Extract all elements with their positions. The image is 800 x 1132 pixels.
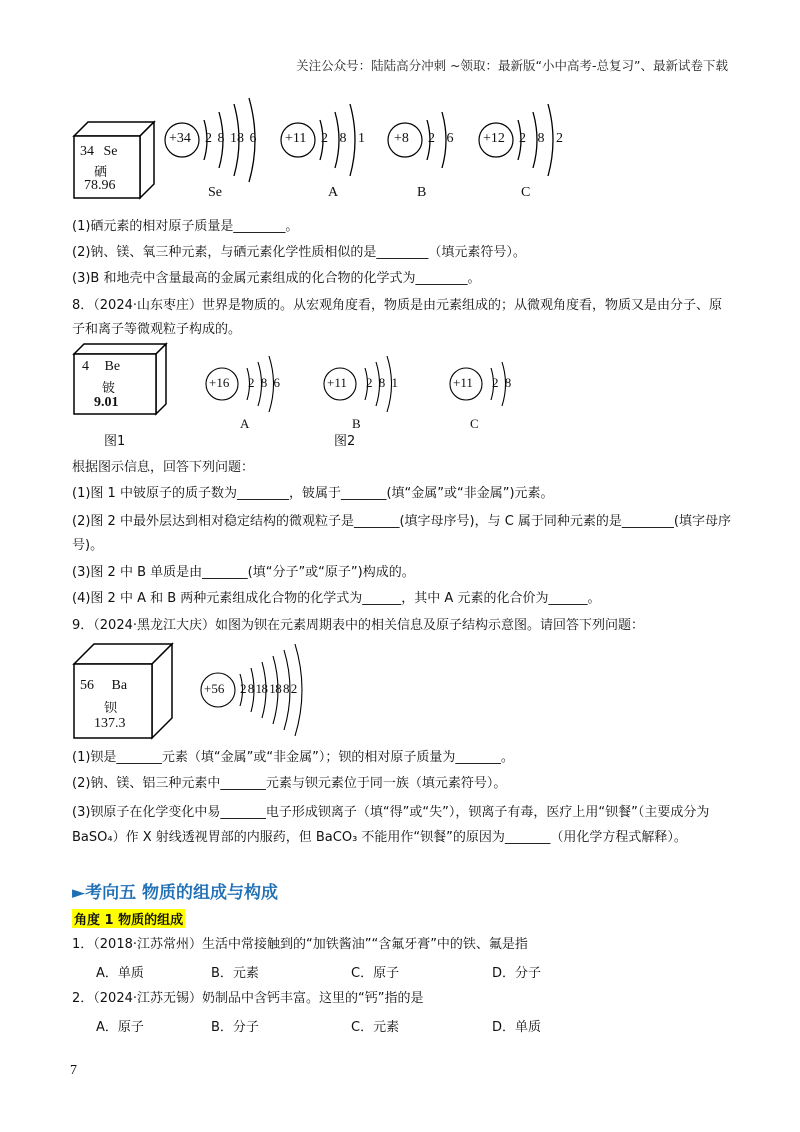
figure2-caption: 图2: [334, 434, 356, 449]
atomic-number: 4: [82, 359, 89, 374]
q8-stem: 8．（2024·山东枣庄）世界是物质的。从宏观角度看，物质是由元素组成的；从微观角度看，物质又是由分子、原子和离子等微观粒子构成的。: [72, 298, 722, 337]
element-cell-se: [72, 118, 156, 204]
element-symbol: Ba: [111, 678, 128, 693]
figure1-caption: 图1: [104, 434, 126, 449]
q9-part2: (2)钠、镁、铝三种元素中_______元素与钡元素位于同一族（填元素符号）。: [72, 776, 507, 791]
atomic-mass: 9.01: [94, 395, 119, 410]
q7-part1: (1)硒元素的相对原子质量是________。: [72, 219, 299, 234]
shell-electrons: 2 8: [492, 375, 512, 390]
atom-diagram-8a: [200, 352, 290, 431]
atom-diagram-c: [476, 95, 576, 209]
nucleus-label: +11: [453, 375, 473, 390]
atom-diagram-a: [278, 95, 378, 209]
q8-part3: (3)图 2 中 B 单质是由_______(填“分子”或“原子”)构成的。: [72, 565, 415, 580]
mc2-option-b: B．分子: [211, 1020, 259, 1035]
shell-electrons: 2 8 1: [321, 131, 365, 146]
shell-electrons: 2 8 18 18 8 2: [240, 681, 297, 696]
shell-electrons: 2 8 1: [366, 375, 398, 390]
diagram-label: A: [328, 185, 339, 200]
diagram-label: Se: [208, 185, 222, 200]
atom-diagram-se: [160, 95, 280, 209]
q9-part3: (3)钡原子在化学变化中易_______电子形成钡离子（填“得”或“失”），钡离子有毒，医疗上用“钡餐”（主要成分为 BaSO₄）作 X 射线透视胃部的内服药，但 BaCO₃ 不能用作“钡餐”的原因为_______（用化学方程式解释）。: [72, 805, 710, 845]
section-title-text: 考向五 物质的组成与构成: [85, 883, 278, 903]
element-cell-be: [72, 342, 168, 420]
atomic-mass: 78.96: [84, 178, 116, 193]
shell-electrons: 2 8 2: [519, 131, 563, 146]
atomic-number: 34: [80, 144, 94, 159]
element-symbol: Se: [103, 144, 118, 159]
mc1-option-a: A．单质: [96, 966, 144, 981]
page-number: 7: [70, 1063, 77, 1078]
atomic-number: 56: [80, 678, 94, 693]
diagram-label: C: [521, 185, 531, 200]
element-cell-ba: [72, 642, 174, 744]
q9-stem: 9．（2024·黑龙江大庆）如图为钡在元素周期表中的相关信息及原子结构示意图。请回答下列问题：: [72, 618, 644, 633]
element-symbol: Be: [104, 359, 121, 374]
atom-diagram-8c: [444, 352, 524, 431]
nucleus-label: +12: [483, 131, 505, 146]
diagram-label: A: [240, 416, 250, 431]
element-name: 硒: [94, 165, 108, 180]
q8-intro: 根据图示信息，回答下列问题：: [72, 460, 255, 475]
diagram-label: B: [352, 416, 361, 431]
q7-part3: (3)B 和地壳中含量最高的金属元素组成的化合物的化学式为________。: [72, 271, 481, 286]
mc2-option-a: A．原子: [96, 1020, 144, 1035]
q8-part4: (4)图 2 中 A 和 B 两种元素组成化合物的化学式为______，其中 A 元素的化合价为______。: [72, 591, 601, 606]
diagram-label: C: [470, 416, 479, 431]
mc1-option-b: B．元素: [211, 966, 259, 981]
mc2-stem: 2．（2024·江苏无锡）奶制品中含钙丰富。这里的“钙”指的是: [72, 991, 424, 1006]
mc1-stem: 1．（2018·江苏常州）生活中常接触到的“加铁酱油”“含氟牙膏”中的铁、氟是指: [72, 937, 528, 952]
element-name: 铍: [102, 381, 116, 396]
q8-part2: (2)图 2 中最外层达到相对稳定结构的微观粒子是_______(填字母序号)，与 C 属于同种元素的是________(填字母序号)。: [72, 514, 732, 553]
atom-diagram-8b: [318, 352, 408, 431]
atom-diagram-b: [385, 95, 465, 209]
nucleus-label: +56: [204, 681, 225, 696]
nucleus-label: +8: [394, 131, 409, 146]
shell-electrons: 2 6: [428, 131, 454, 146]
triangle-marker-icon: ►: [72, 883, 86, 903]
mc2-option-d: D．单质: [492, 1020, 542, 1035]
nucleus-label: +11: [285, 131, 307, 146]
shell-electrons: 2 8 18 6: [205, 131, 257, 146]
q8-part1: (1)图 1 中铍原子的质子数为________，铍属于_______(填“金属”或“非金属”)元素。: [72, 486, 554, 501]
section-title: [72, 878, 278, 903]
q9-part1: (1)钡是_______元素（填“金属”或“非金属”）；钡的相对原子质量为_______。: [72, 750, 514, 765]
nucleus-label: +34: [169, 131, 191, 146]
atomic-mass: 137.3: [94, 716, 126, 731]
diagram-label: B: [417, 185, 427, 200]
mc1-option-c: C．原子: [351, 966, 400, 981]
mc1-option-d: D．分子: [492, 966, 542, 981]
shell-electrons: 2 8 6: [248, 375, 280, 390]
angle-heading: 角度 1 物质的组成: [72, 909, 185, 928]
mc2-option-c: C．元素: [351, 1020, 400, 1035]
nucleus-label: +16: [209, 375, 230, 390]
nucleus-label: +11: [327, 375, 347, 390]
element-name: 钡: [104, 701, 118, 716]
page-header: 关注公众号：陆陆高分冲刺 ~领取：最新版“小中高考-总复习”、最新试卷下载: [296, 58, 728, 73]
q7-part2: (2)钠、镁、氧三种元素，与硒元素化学性质相似的是________（填元素符号）。: [72, 245, 526, 260]
atom-diagram-ba: [196, 640, 326, 744]
